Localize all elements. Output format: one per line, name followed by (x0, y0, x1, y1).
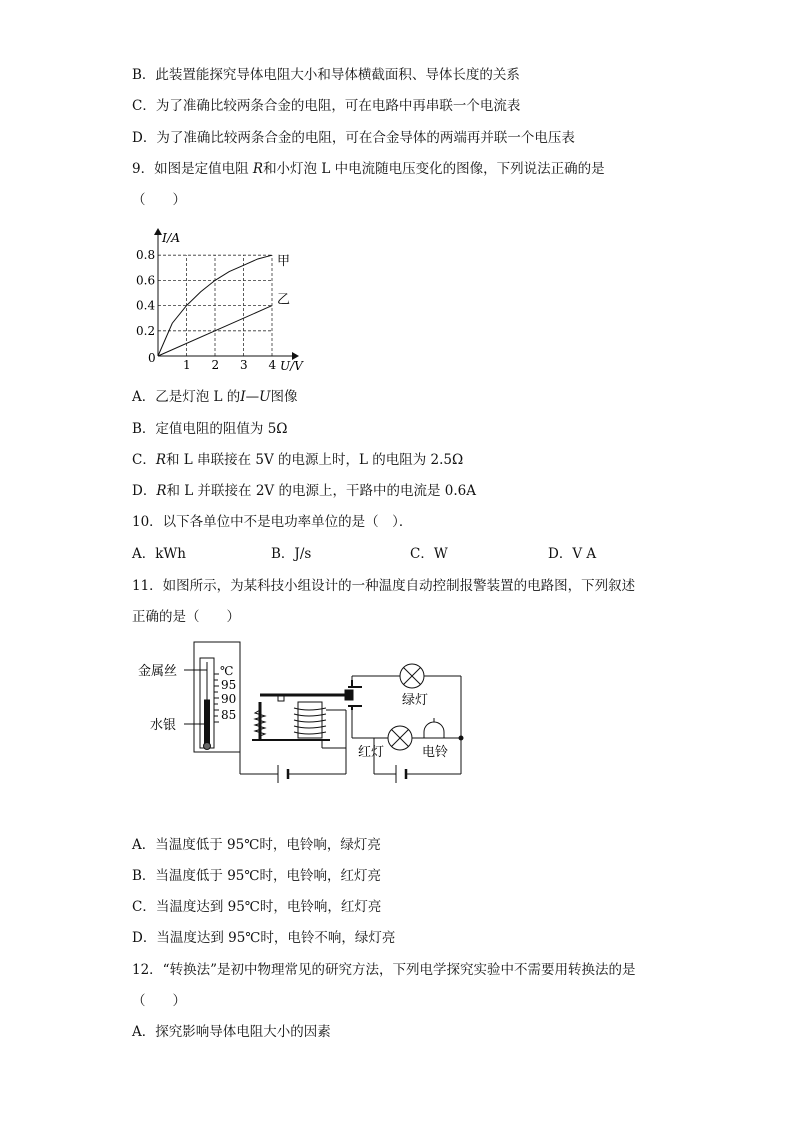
q11-stem-line1: 11．如图所示，为某科技小组设计的一种温度自动控制报警装置的电路图，下列叙述 (132, 578, 636, 594)
q9-stem: 9．如图是定值电阻 R和小灯泡 L 中电流随电压变化的图像，下列说法正确的是 (132, 161, 605, 177)
q11-option-b: B．当温度低于 95℃时，电铃响，红灯亮 (132, 868, 381, 884)
electric-bell (424, 722, 444, 738)
q12-stem: 12．“转换法”是初中物理常见的研究方法，下列电学探究实验中不需要用转换法的是 (132, 962, 636, 978)
y-tick-label: 0.4 (136, 298, 156, 313)
temperature-alarm-circuit (130, 640, 475, 790)
q11-option-c: C．当温度达到 95℃时，电铃响，红灯亮 (132, 899, 382, 915)
q12-option-a: A．探究影响导体电阻大小的因素 (132, 1024, 331, 1040)
q11-option-a: A．当温度低于 95℃时，电铃响，绿灯亮 (132, 837, 381, 853)
q9-option-b: B．定值电阻的阻值为 5Ω (132, 421, 288, 437)
x-tick-label: 3 (240, 358, 248, 372)
q10-option-a: A．kWh (132, 546, 186, 562)
y-tick-label: 0.6 (136, 273, 156, 288)
x-axis-label: U/V (280, 359, 303, 373)
green-lamp-label: 绿灯 (402, 693, 429, 708)
relay-coil (294, 708, 326, 734)
origin-label: 0 (148, 351, 156, 365)
x-tick-label: 2 (211, 358, 220, 372)
q9-option-d: D．R和 L 并联接在 2V 的电源上，干路中的电流是 0.6A (132, 483, 476, 499)
celsius-unit-label: ℃ (220, 664, 234, 678)
q8-option-c: C．为了准确比较两条合金的电阻，可在电路中再串联一个电流表 (132, 98, 521, 114)
x-tick-label: 4 (268, 358, 277, 372)
tick-85-label: 85 (221, 708, 237, 722)
q8-option-d: D．为了准确比较两条合金的电阻，可在合金导体的两端再并联一个电压表 (132, 130, 575, 146)
q11-stem-line2: 正确的是（ ） (132, 609, 240, 625)
tick-90-label: 90 (221, 692, 237, 706)
current-voltage-graph (136, 225, 310, 375)
series-1-label: 甲 (277, 254, 291, 270)
q10-option-d: D．V A (548, 546, 597, 562)
bell-label: 电铃 (422, 745, 449, 760)
y-axis-label: I/A (162, 230, 181, 245)
mercury-bulb (204, 743, 211, 750)
q12-answer-paren: （ ） (132, 993, 186, 1009)
q9-answer-paren: （ ） (132, 192, 186, 208)
q10-stem: 10．以下各单位中不是电功率单位的是（ ）． (132, 514, 413, 530)
mercury-label: 水银 (150, 718, 177, 733)
y-tick-label: 0.2 (136, 323, 156, 338)
series-2-label: 乙 (277, 292, 291, 308)
q9-option-c: C．R和 L 串联接在 5V 的电源上时，L 的电阻为 2.5Ω (132, 452, 464, 468)
red-lamp-label: 红灯 (358, 745, 385, 760)
graph-grid (158, 255, 272, 356)
q10-option-b: B．J/s (271, 546, 312, 562)
y-tick-label: 0.8 (136, 248, 156, 263)
metal-wire-label: 金属丝 (138, 664, 178, 679)
var-r: R (252, 161, 264, 177)
q8-option-b: B．此装置能探究导体电阻大小和导体横截面积、导体长度的关系 (132, 67, 520, 83)
q10-option-c: C．W (410, 546, 448, 562)
q11-option-d: D．当温度达到 95℃时，电铃不响，绿灯亮 (132, 930, 396, 946)
q9-option-a: A．乙是灯泡 L 的I—U图像 (132, 389, 298, 405)
x-tick-label: 1 (183, 358, 191, 372)
mercury-column (205, 700, 210, 744)
tick-95-label: 95 (221, 678, 237, 692)
electromagnet-core (298, 702, 322, 738)
